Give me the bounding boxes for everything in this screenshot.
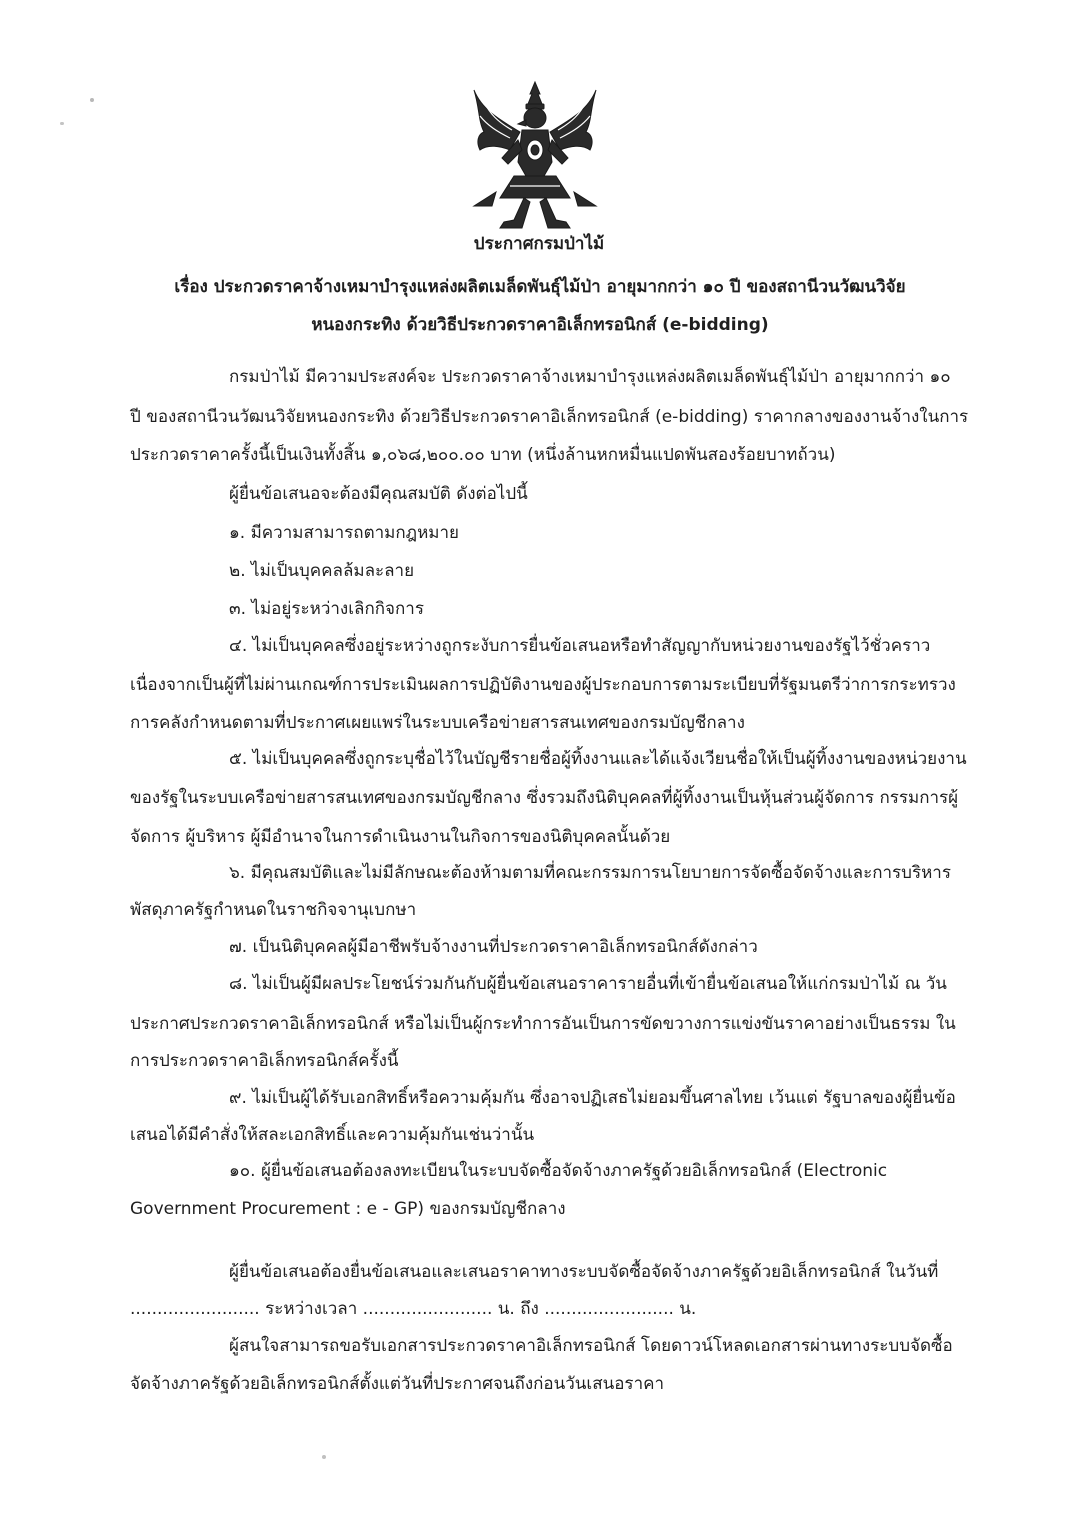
qualification-item: ๙. ไม่เป็นผู้ได้รับเอกสิทธิ์หรือความคุ้มกัน ซึ่งอาจปฏิเสธไม่ยอมขึ้นศาลไทย เว้นแต่ รัฐบาลของผู้ยื่นข้อ xyxy=(229,1088,956,1108)
qualification-item-continued: การประกวดราคาอิเล็กทรอนิกส์ครั้งนี้ xyxy=(130,1051,399,1071)
scan-speck xyxy=(322,1455,326,1459)
qualification-item: ๑. มีความสามารถตามกฎหมาย xyxy=(229,523,459,543)
qualifications-heading: ผู้ยื่นข้อเสนอจะต้องมีคุณสมบัติ ดังต่อไปนี้ xyxy=(229,484,528,504)
document-subject xyxy=(120,268,960,344)
qualification-item: ๓. ไม่อยู่ระหว่างเลิกกิจการ xyxy=(229,599,424,619)
intro-paragraph-line: ปี ของสถานีวนวัฒนวิจัยหนองกระทิง ด้วยวิธีประกวดราคาอิเล็กทรอนิกส์ (e-bidding) ราคากลางของงานจ้างในการ xyxy=(130,407,969,427)
qualification-item: ๔. ไม่เป็นบุคคลซึ่งอยู่ระหว่างถูกระงับการยื่นข้อเสนอหรือทำสัญญากับหน่วยงานของรัฐไว้ชั่วคราว xyxy=(229,636,931,656)
qualification-item: ๒. ไม่เป็นบุคคลล้มละลาย xyxy=(229,561,415,581)
documents-paragraph-line: จัดจ้างภาครัฐด้วยอิเล็กทรอนิกส์ตั้งแต่วันที่ประกาศจนถึงก่อนวันเสนอราคา xyxy=(130,1374,665,1394)
intro-paragraph-line: ประกวดราคาครั้งนี้เป็นเงินทั้งสิ้น ๑,๐๖๘,๒๐๐.๐๐ บาท (หนึ่งล้านหกหมื่นแปดพันสองร้อยบาทถ้วน) xyxy=(130,445,836,465)
qualification-item: ๗. เป็นนิติบุคคลผู้มีอาชีพรับจ้างงานที่ประกวดราคาอิเล็กทรอนิกส์ดังกล่าว xyxy=(229,937,758,957)
qualification-item: ๕. ไม่เป็นบุคคลซึ่งถูกระบุชื่อไว้ในบัญชีรายชื่อผู้ทิ้งงานและได้แจ้งเวียนชื่อให้เป็นผู้ทิ้งงานของหน่วยงาน xyxy=(229,749,967,769)
qualification-item-continued: Government Procurement : e - GP) ของกรมบัญชีกลาง xyxy=(130,1199,566,1219)
qualification-item: ๑๐. ผู้ยื่นข้อเสนอต้องลงทะเบียนในระบบจัดซื้อจัดจ้างภาครัฐด้วยอิเล็กทรอนิกส์ (Electronic xyxy=(229,1161,888,1181)
document-title: ประกาศกรมป่าไม้ xyxy=(473,234,605,254)
qualification-item-continued: พัสดุภาครัฐกำหนดในราชกิจจานุเบกษา xyxy=(130,900,417,920)
subject-line: หนองกระทิง ด้วยวิธีประกวดราคาอิเล็กทรอนิกส์ (e-bidding) xyxy=(311,315,769,335)
scan-speck xyxy=(90,98,94,102)
qualification-item-continued: เนื่องจากเป็นผู้ที่ไม่ผ่านเกณฑ์การประเมินผลการปฏิบัติงานของผู้ประกอบการตามระเบียบที่รัฐมนตรีว่าการกระทรวง xyxy=(130,675,956,695)
qualification-item-continued: จัดการ ผู้บริหาร ผู้มีอำนาจในการดำเนินงานในกิจการของนิติบุคคลนั้นด้วย xyxy=(130,827,671,847)
qualification-item-continued: ของรัฐในระบบเครือข่ายสารสนเทศของกรมบัญชีกลาง ซึ่งรวมถึงนิติบุคคลที่ผู้ทิ้งงานเป็นหุ้นส่วนผู้จัดการ กรรมการผู้ xyxy=(130,788,959,808)
qualification-item-continued: ประกาศประกวดราคาอิเล็กทรอนิกส์ หรือไม่เป็นผู้กระทำการอันเป็นการขัดขวางการแข่งขันราคาอย่างเป็นธรรม ใน xyxy=(130,1014,956,1034)
qualification-item-continued: เสนอได้มีคำสั่งให้สละเอกสิทธิ์และความคุ้มกันเช่นว่านั้น xyxy=(130,1125,535,1145)
qualification-item-continued: การคลังกำหนดตามที่ประกาศเผยแพร่ในระบบเครือข่ายสารสนเทศของกรมบัญชีกลาง xyxy=(130,713,745,733)
qualification-item: ๖. มีคุณสมบัติและไม่มีลักษณะต้องห้ามตามที่คณะกรรมการนโยบายการจัดซื้อจัดจ้างและการบริหาร xyxy=(229,863,951,883)
submission-time-line: ........................ ระหว่างเวลา ........................ น. ถึง ........................ น. xyxy=(130,1299,697,1319)
subject-line: เรื่อง ประกวดราคาจ้างเหมาบำรุงแหล่งผลิตเมล็ดพันธุ์ไม้ป่า อายุมากกว่า ๑๐ ปี ของสถานีวนวัฒนวิจัย xyxy=(174,277,906,297)
scan-speck xyxy=(60,122,64,125)
intro-paragraph-line: กรมป่าไม้ มีความประสงค์จะ ประกวดราคาจ้างเหมาบำรุงแหล่งผลิตเมล็ดพันธุ์ไม้ป่า อายุมากกว่า ๑๐ xyxy=(229,367,951,387)
qualification-item: ๘. ไม่เป็นผู้มีผลประโยชน์ร่วมกันกับผู้ยื่นข้อเสนอราคารายอื่นที่เข้ายื่นข้อเสนอให้แก่กรมป่าไม้ ณ วัน xyxy=(229,974,947,994)
submission-paragraph-line: ผู้ยื่นข้อเสนอต้องยื่นข้อเสนอและเสนอราคาทางระบบจัดซื้อจัดจ้างภาครัฐด้วยอิเล็กทรอนิกส์ ในวันที่ xyxy=(229,1262,939,1282)
garuda-emblem-icon xyxy=(470,80,600,230)
documents-paragraph-line: ผู้สนใจสามารถขอรับเอกสารประกวดราคาอิเล็กทรอนิกส์ โดยดาวน์โหลดเอกสารผ่านทางระบบจัดซื้อ xyxy=(229,1336,953,1356)
